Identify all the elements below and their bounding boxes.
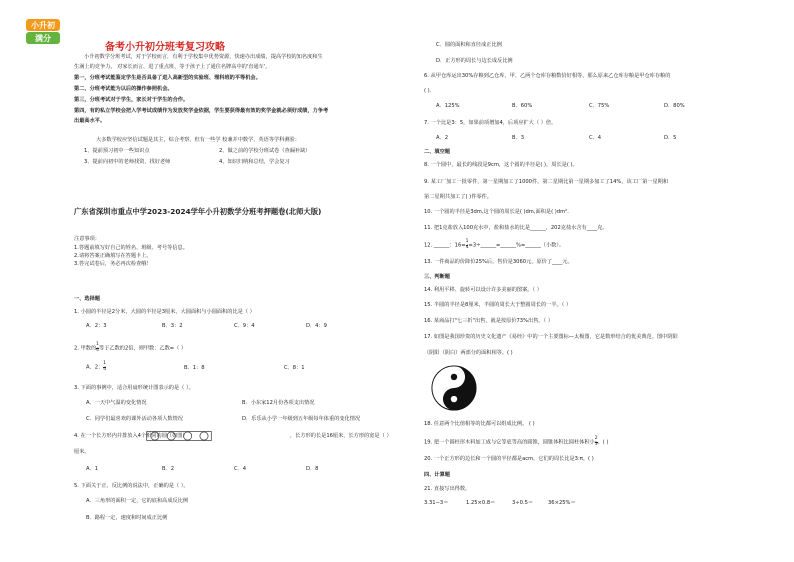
q3-opt-a: A．一天中气温的变化情况: [86, 400, 147, 406]
q3-opt-d: D．乐乐从小学一年级到五年级每年体重的变化情况: [242, 416, 361, 422]
q7-opt-a: A．2: [436, 135, 449, 141]
q15: 15. 半圆的半径是8厘米，半圆的周长大于整圆周长的一半。（ ）: [424, 302, 572, 308]
q16: 16. 某商品打"七三折"出售，就是按原价73%出售。（ ）: [424, 318, 554, 324]
q4-post: ，长方形的长是16厘米，长方形的宽是（ ）: [290, 433, 392, 439]
q6-blank: ( ).: [424, 88, 432, 94]
point-4b: 出最高水平。: [74, 118, 106, 124]
tip-1: 1、提前预习初中一些知识点: [84, 148, 150, 154]
point-2: 第二，分班考试能为以后的操作参照机会。: [74, 86, 173, 92]
q3: 3. 下面的事例中，适合用扇形统计图表示的是（ ）。: [74, 385, 194, 391]
q7-opt-c: C．4: [589, 135, 602, 141]
taiji-icon: [431, 365, 477, 411]
notice-3: 3.答完试卷后，务必再次检查哦！: [74, 261, 152, 267]
section-choice: 一、选择题: [74, 296, 100, 302]
q5-opt-a: A．三角形的面积一定，它的底和高成反比例: [86, 498, 189, 504]
notice-title: 注意事项：: [74, 236, 100, 242]
q14: 14. 利用平移、旋转可以设计许多美丽的图案。（ ）: [424, 287, 542, 293]
q4-pre: 4. 在一个长方形内并排放入4个相同的圆（如图）: [74, 433, 188, 439]
q6-opt-a: A．125%: [436, 103, 460, 109]
q7-opt-b: B．3: [512, 135, 525, 141]
q7-opt-d: D．5: [664, 135, 677, 141]
tips-title: 大多数学校应坚信试题是其主，综合考察，但有一些学 校兼并中数学、英语等学科测验：: [96, 137, 300, 143]
logo-line1: 小升初: [31, 21, 55, 30]
q6-opt-b: B．60%: [512, 103, 533, 109]
section-judge: 三、判断题: [424, 274, 450, 280]
q5-opt-b: B．路程一定，速度和时间成正比例: [86, 515, 168, 521]
q4-opt-b: B．2: [162, 466, 175, 472]
q20: 20. 一个正方形的边长和一个圆的半径都是acm，它们的周长比是3:π。( ): [424, 456, 594, 462]
q3-opt-b: B．小东家12月份各项支出情况: [242, 400, 315, 406]
tip-2: 2、做之前的学校分班试卷（查漏补缺）: [219, 148, 311, 154]
q10: 10. 一个圆的半径是3dm,这个圆的周长是( )dm,面积是( )dm².: [424, 209, 569, 215]
q2-opt-a: A．2： $\frac{1}{4}$: [86, 361, 107, 372]
q21-item-2: 1.25×0.8＝: [466, 500, 496, 506]
q1-opt-b: B．3：2: [162, 323, 183, 329]
q8: 8. 一个圆中，最长的线段是9cm，这个圆的半径是( )，周长是( )。: [424, 162, 578, 168]
q19: 19. 把一个圆柱形木料加工成与它等底等高的圆锥，圆锥体积比圆柱体积小 $\frac{2}{3}$ 。( ): [424, 436, 609, 447]
page-heading: 备考小升初分班考复习攻略: [105, 42, 225, 53]
q5-opt-d: D．正方形的周长与边长成反比例: [436, 58, 513, 64]
q21-item-3: 3÷0.5＝: [512, 500, 534, 506]
q7: 7. 一个比是3：5，如果前项增加4，后项应扩大（ ）倍。: [424, 120, 557, 126]
q13: 13. 一件商品的价降价25%后，售价是3060元，原价了____元。: [424, 259, 573, 265]
q5: 5. 下面关于正、反比例的说法中，正确的是（ ）。: [74, 483, 189, 489]
q17-line-2: （阴阳（阴白）两部分的面积相等。( ): [424, 350, 513, 356]
q1-opt-a: A．2：3: [86, 323, 107, 329]
tip-4: 4、知识归纳和总结，学会复习: [219, 159, 290, 165]
q6: 6. 从甲仓库运出30%存粮到乙仓库，甲、乙两个仓库存粮数恰好相等，那么原来乙仓库存粮是甲仓库存粮的: [424, 73, 671, 79]
q5-opt-c: C．圆的面积和直径成正比例: [436, 42, 502, 48]
notice-1: 1.答题前填写好自己的姓名、班级、考号等信息。: [74, 245, 188, 251]
q21: 21. 直接写出得数。: [424, 486, 471, 492]
q3-opt-c: C．同学们最喜欢的课外活动各项人数情况: [86, 416, 183, 422]
point-3: 第三，分班考试对于学生，家长对于学生的合作。: [74, 97, 189, 103]
q4-opt-d: D．8: [306, 466, 319, 472]
q11: 11. 把1克盐放入100克水中，盐和盐水的比是______，202克盐水含有____克。: [424, 225, 608, 231]
logo-line2: 满分: [35, 34, 51, 43]
section-calc: 四、计算题: [424, 472, 450, 478]
intro-line-2: 生满上的竞争力。 对家长而言，进了重点班，等于孩子上了通往名牌高中的'直通车'。: [74, 64, 271, 70]
point-4a: 第四，有的私立学校会把入学考试成绩作为发放奖学金依据，学生要获得最有效的奖学金就必须好成绩，力争考: [74, 108, 329, 114]
q4-unit: 厘米。: [74, 449, 90, 455]
q12: 12. ______：16= $\frac{1}{4}$ =3÷______=______%=______（小数）。: [424, 239, 565, 250]
q2-fraction: $\frac{1}{4}$: [96, 342, 100, 353]
point-1: 第一，分班考试能鉴定学生是否具备了进入高新型的实验班、理科班的平等机会。: [74, 75, 261, 81]
q4-opt-c: C．4: [234, 466, 247, 472]
q2-opt-b: B．1：8: [184, 365, 205, 371]
q18: 18. 任意两个比值相等的比都可以组成比例。 ( ): [424, 421, 535, 427]
q2: 2. 甲数的 $\frac{1}{4}$ 等于乙数的2倍，则甲数：乙数=（ ）: [74, 342, 187, 353]
tip-3: 3、提前向初中的老师找资，找好老师: [84, 159, 171, 165]
q1-opt-c: C．9：4: [234, 323, 255, 329]
notice-2: 2.请将答案正确填写在答题卡上。: [74, 253, 152, 259]
q9-line-1: 9. 某工厂加工一批零件，第一星期加工了1000件，第二星期比第一星期多加工了14%，该工厂第一星期和: [424, 179, 669, 185]
q6-opt-c: C．75%: [589, 103, 610, 109]
q21-item-4: 36×25%＝: [548, 500, 576, 506]
logo-icon: [24, 17, 62, 47]
q6-opt-d: D．80%: [664, 103, 685, 109]
q2-opt-c: C．8：1: [284, 365, 305, 371]
q21-item-1: 3.31−3＝: [424, 500, 449, 506]
q1-opt-d: D．4：9: [306, 323, 327, 329]
exam-title: 广东省深圳市重点中学2023-2024学年小升初数学分班考押题卷(北师大版): [74, 207, 322, 216]
four-circles-figure: [143, 431, 215, 441]
q1: 1. 小圆的半径是2分米，大圆的半径是3厘米，大圆面积与小圆面积的比是（ ）: [74, 309, 255, 315]
q4-opt-a: A．1: [86, 466, 99, 472]
q9-line-2: 第二星期共加工了( )件零件。: [424, 194, 492, 200]
q17-line-1: 17. 如图是我国珍贵的历史文化遗产《易经》中的一个主要图标—太极图，它是数形结合的优美典范。图中阴阳: [424, 334, 678, 340]
intro-line-1: 小升初数学分班考试，对于学校而言，有利于学校集中优势资源，快速办出成绩，提高学校的知名度和生: [84, 54, 323, 60]
section-fill: 二、填空题: [424, 149, 450, 155]
